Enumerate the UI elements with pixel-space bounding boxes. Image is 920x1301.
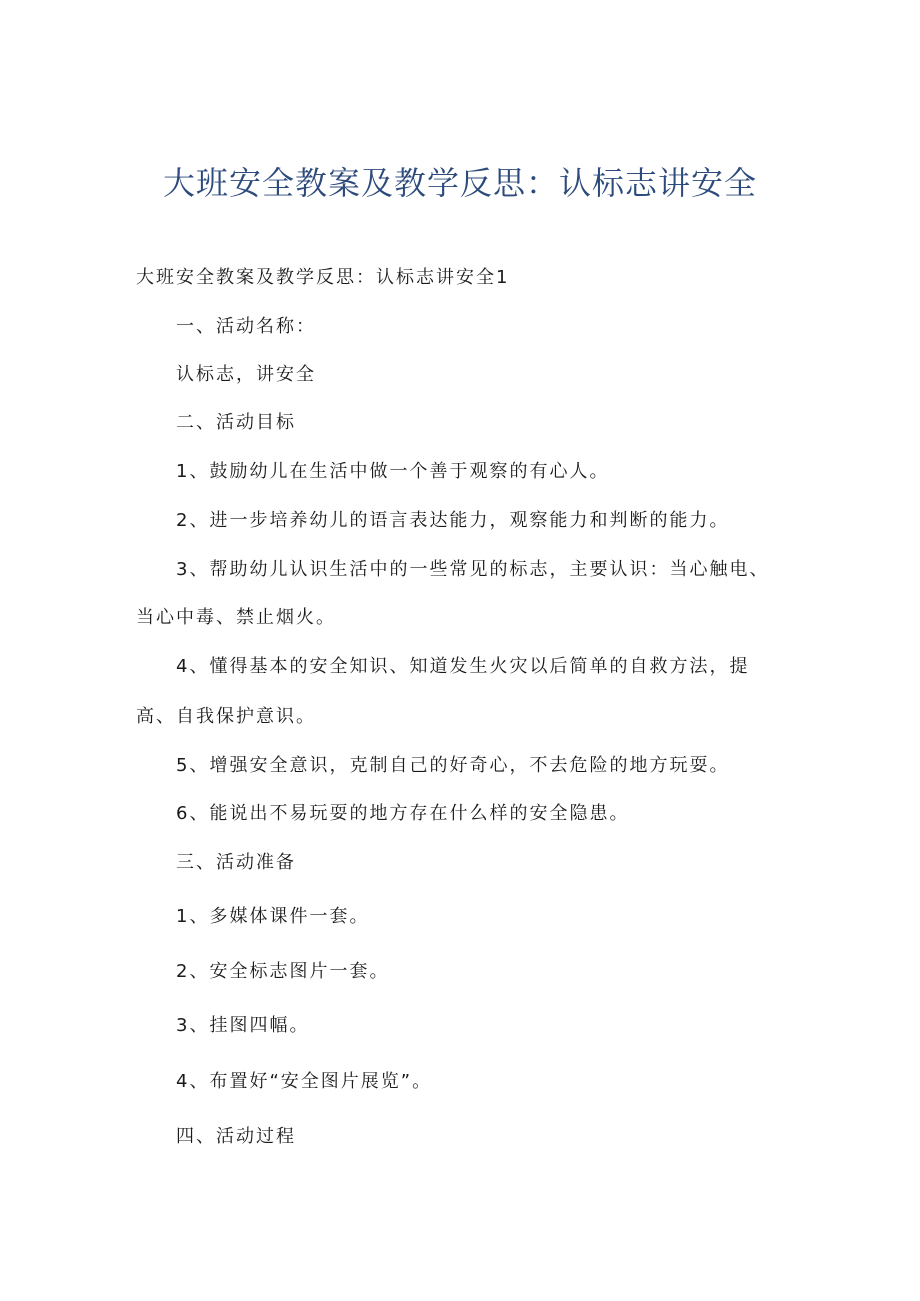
activity-name-text: 认标志，讲安全 bbox=[176, 364, 316, 385]
goal-item-5: 5、增强安全意识，克制自己的好奇心，不去危险的地方玩耍。 bbox=[176, 755, 730, 776]
lesson-heading: 大班安全教案及教学反思：认标志讲安全1 bbox=[136, 267, 510, 288]
prep-item-3: 3、挂图四幅。 bbox=[176, 1015, 310, 1036]
section-heading-activity-name: 一、活动名称： bbox=[176, 316, 316, 337]
section-heading-goals: 二、活动目标 bbox=[176, 412, 296, 433]
section-heading-process: 四、活动过程 bbox=[176, 1126, 296, 1147]
goal-item-4-line2: 高、自我保护意识。 bbox=[136, 706, 316, 727]
document-title: 大班安全教案及教学反思：认标志讲安全 bbox=[162, 164, 757, 202]
prep-item-1: 1、多媒体课件一套。 bbox=[176, 906, 370, 927]
goal-item-2: 2、进一步培养幼儿的语言表达能力，观察能力和判断的能力。 bbox=[176, 510, 730, 531]
prep-item-2: 2、安全标志图片一套。 bbox=[176, 961, 390, 982]
goal-item-4-line1: 4、懂得基本的安全知识、知道发生火灾以后简单的自救方法，提 bbox=[176, 656, 750, 677]
prep-item-4: 4、布置好“安全图片展览”。 bbox=[176, 1071, 433, 1092]
goal-item-1: 1、鼓励幼儿在生活中做一个善于观察的有心人。 bbox=[176, 461, 610, 482]
section-heading-preparation: 三、活动准备 bbox=[176, 852, 296, 873]
goal-item-3-line2: 当心中毒、禁止烟火。 bbox=[136, 607, 336, 628]
goal-item-3-line1: 3、帮助幼儿认识生活中的一些常见的标志，主要认识：当心触电、 bbox=[176, 559, 770, 580]
goal-item-6: 6、能说出不易玩耍的地方存在什么样的安全隐患。 bbox=[176, 803, 630, 824]
